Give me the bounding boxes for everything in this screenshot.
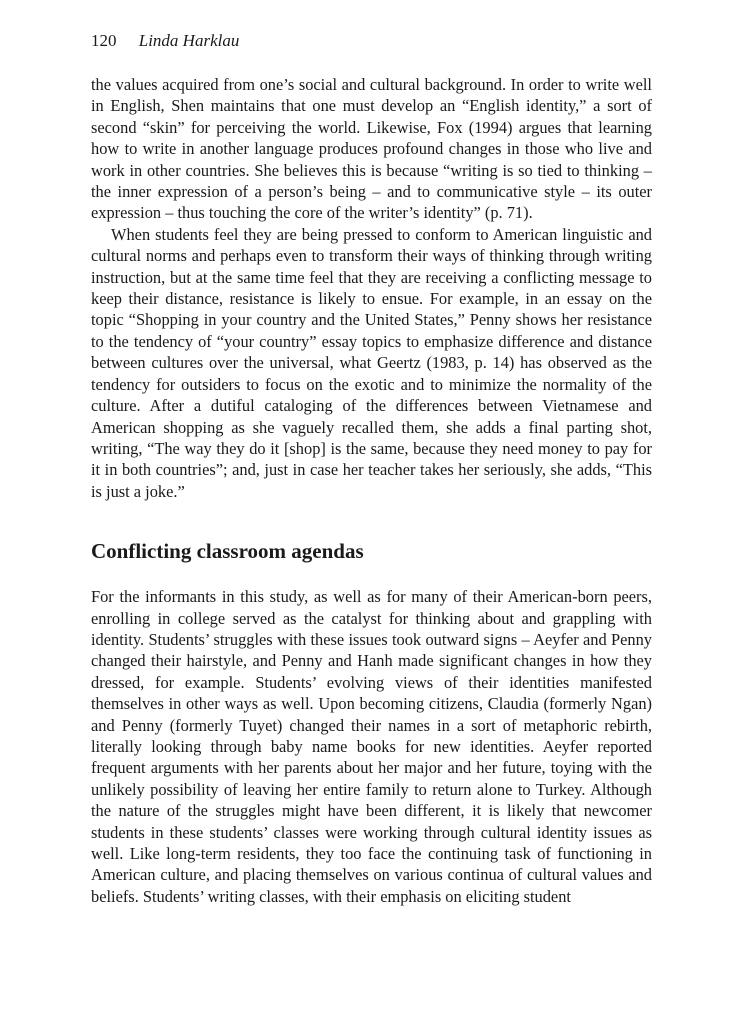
body-paragraph: When students feel they are being pressed to conform to American linguistic and cultural norms and perhaps even to transform their ways of thinking through writing instruction, but at the same time feel that they are receiving a conflicting message to keep their distance, resistance is likely to ensue. For example, in an essay on the topic “Shopping in your country and the United States,” Penny shows her resistance to the tendency of “your country” essay topics to emphasize difference and distance between cultures over the universal, what Geertz (1983, p. 14) has observed as the tendency for outsiders to focus on the exotic and to minimize the normality of the culture. After a dutiful cataloging of the differences between Vietnamese and American shopping as she vaguely recalled them, she adds a final parting shot, writing, “The way they do it [shop] is the same, because they need money to pay for it in both countries”; and, just in case her teacher takes her seriously, she adds, “This is just a joke.” bbox=[91, 224, 652, 501]
book-page bbox=[91, 30, 652, 907]
page-number: 120 bbox=[91, 31, 117, 50]
section-heading: Conflicting classroom agendas bbox=[91, 539, 364, 564]
body-paragraph: For the informants in this study, as well as for many of their American-born peers, enrolling in college served as the catalyst for thinking about and grappling with identity. Students’ struggles with these issues took outward signs – Aeyfer and Penny changed their hairstyle, and Penny and Hanh made significant changes in how they dressed, for example. Students’ evolving views of their identities manifested themselves in other ways as well. Upon becoming citizens, Claudia (formerly Ngan) and Penny (formerly Tuyet) changed their names in a sort of metaphoric rebirth, literally looking through baby name books for new identities. Aeyfer reported frequent arguments with her parents about her major and her future, toying with the unlikely possibility of leaving her entire family to return alone to Turkey. Although the nature of the struggles might have been different, it is likely that newcomer students in these students’ classes were working through cultural identity issues as well. Like long-term residents, they too face the continuing task of functioning in American culture, and placing themselves on various continua of cultural values and beliefs. Students’ writing classes, with their emphasis on eliciting student bbox=[91, 587, 652, 906]
running-head-author: Linda Harklau bbox=[138, 31, 240, 50]
running-head bbox=[91, 30, 652, 52]
body-paragraph: the values acquired from one’s social and cultural background. In order to write well in English, Shen maintains that one must develop an “English identity,” a sort of second “skin” for perceiving the world. Likewise, Fox (1994) argues that learning how to write in another language produces profound changes in those who live and work in other countries. She believes this is because “writing is so tied to thinking – the inner expression of a person’s being – and to communicative style – its outer expression – thus touching the core of the writer’s identity” (p. 71). bbox=[91, 75, 652, 223]
